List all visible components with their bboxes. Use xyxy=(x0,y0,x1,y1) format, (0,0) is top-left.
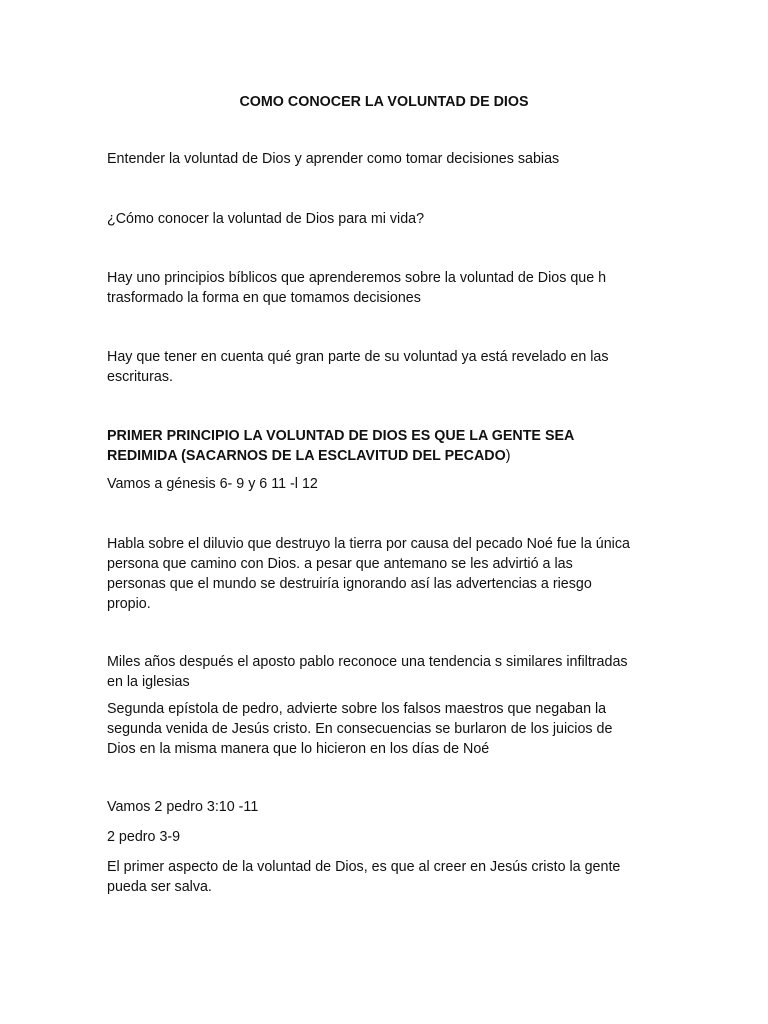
principles-line-2: trasformado la forma en que tomamos decisiones xyxy=(107,290,421,306)
peter-line-3: Dios en la misma manera que lo hicieron en los días de Noé xyxy=(107,741,490,757)
first-principle-line-2-bold: REDIMIDA (SACARNOS DE LA ESCLAVITUD DEL PECADO xyxy=(107,448,506,464)
first-principle-line-2 xyxy=(107,446,667,466)
first-principle-heading xyxy=(107,426,667,466)
flood-line-3: personas que el mundo se destruiría ignorando así las advertencias a riesgo xyxy=(107,576,592,592)
peter-line-1: Segunda epístola de pedro, advierte sobre los falsos maestros que negaban la xyxy=(107,701,607,717)
scriptures-paragraph xyxy=(107,347,667,387)
genesis-reference: Vamos a génesis 6- 9 y 6 11 -l 12 xyxy=(107,476,318,492)
peter-reference-2: 2 pedro 3-9 xyxy=(107,829,181,845)
salvation-paragraph xyxy=(107,857,667,897)
flood-line-1: Habla sobre el diluvio que destruyo la tierra por causa del pecado Noé fue la única xyxy=(107,536,630,552)
first-principle-line-2-end: ) xyxy=(505,448,511,464)
principles-line-1: Hay uno principios bíblicos que aprenderemos sobre la voluntad de Dios que h xyxy=(107,270,607,286)
peter-reference-1: Vamos 2 pedro 3:10 -11 xyxy=(107,799,259,815)
subtitle-paragraph: Entender la voluntad de Dios y aprender como tomar decisiones sabias xyxy=(107,151,560,167)
scriptures-line-2: escrituras. xyxy=(107,369,173,385)
paul-line-2: en la iglesias xyxy=(107,674,190,690)
scriptures-line-1: Hay que tener en cuenta qué gran parte de su voluntad ya está revelado en las xyxy=(107,349,609,365)
salvation-line-1: El primer aspecto de la voluntad de Dios, es que al creer en Jesús cristo la gente xyxy=(107,859,621,875)
principles-paragraph xyxy=(107,268,667,308)
flood-paragraph xyxy=(107,534,667,614)
question-paragraph: ¿Cómo conocer la voluntad de Dios para mi vida? xyxy=(107,211,425,227)
first-principle-line-1: PRIMER PRINCIPIO LA VOLUNTAD DE DIOS ES QUE LA GENTE SEA xyxy=(107,428,575,444)
paul-line-1: Miles años después el aposto pablo reconoce una tendencia s similares infiltradas xyxy=(107,654,628,670)
peter-line-2: segunda venida de Jesús cristo. En consecuencias se burlaron de los juicios de xyxy=(107,721,613,737)
peter-epistle-paragraph xyxy=(107,699,667,759)
flood-line-4: propio. xyxy=(107,596,151,612)
flood-line-2: persona que camino con Dios. a pesar que antemano se les advirtió a las xyxy=(107,556,573,572)
salvation-line-2: pueda ser salva. xyxy=(107,879,212,895)
document-title: COMO CONOCER LA VOLUNTAD DE DIOS xyxy=(239,94,529,110)
paul-paragraph xyxy=(107,652,667,692)
